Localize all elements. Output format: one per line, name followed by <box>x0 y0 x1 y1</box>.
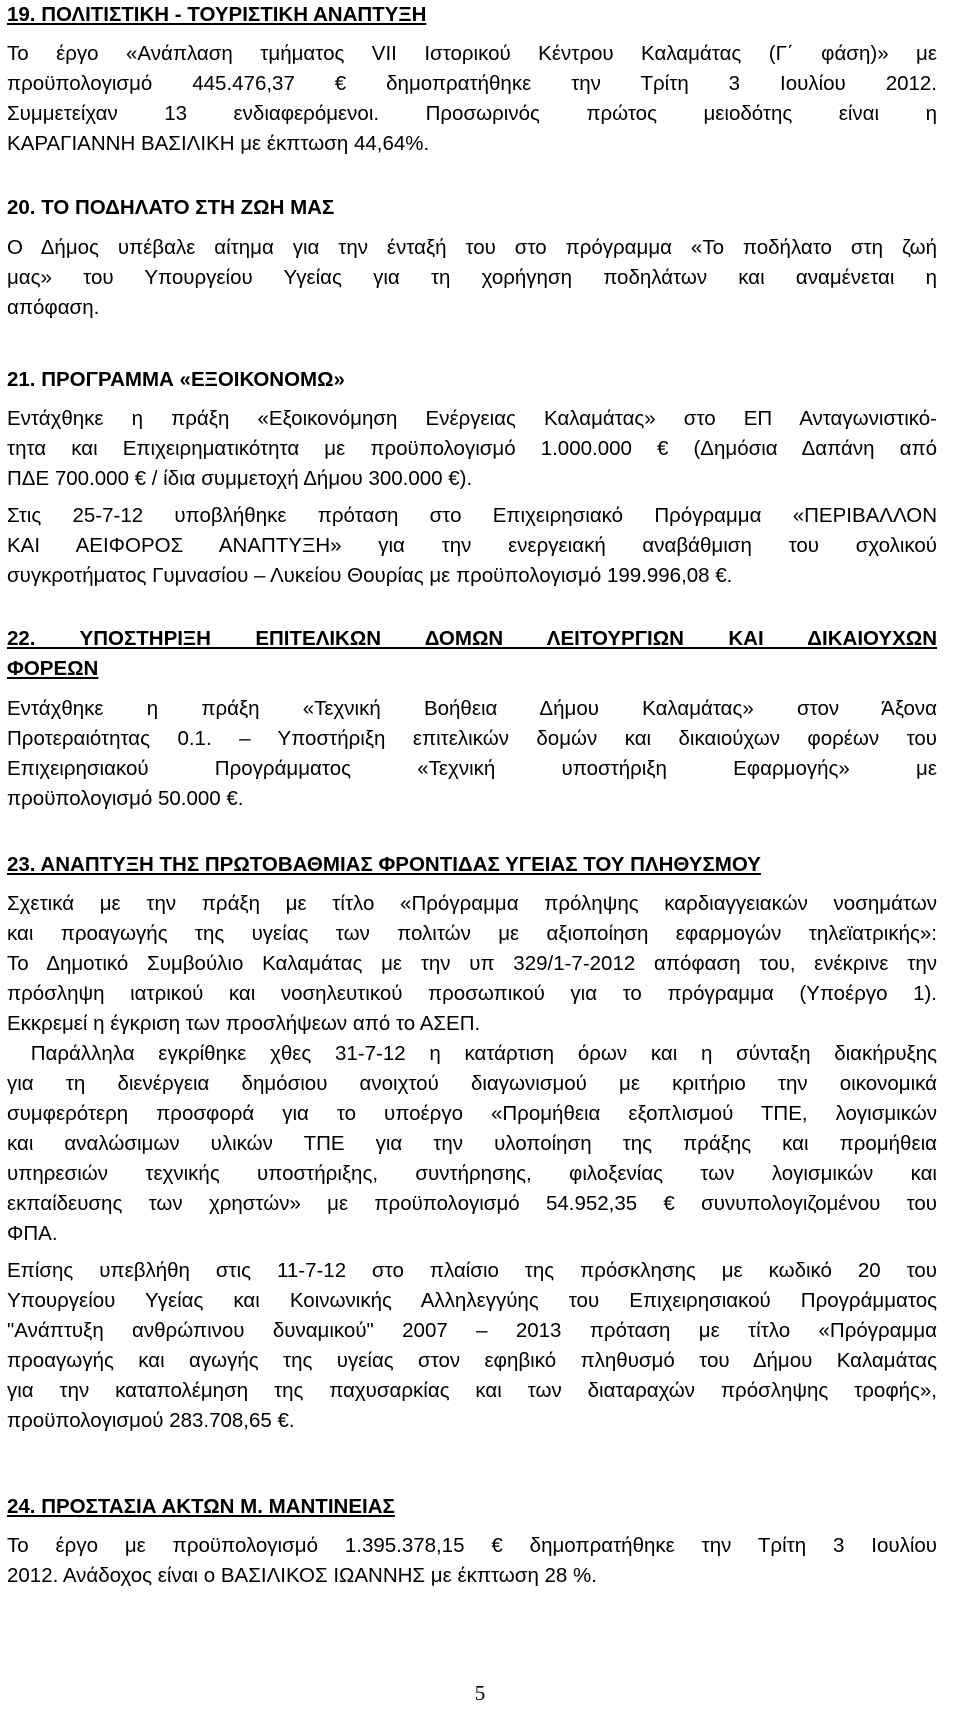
section-23-line-8: συμφερότερη προσφορά για το υποέργο «Προμήθεια εξοπλισμού ΤΠΕ, λογισμικών <box>7 1102 937 1125</box>
section-23-line-2: και προαγωγής της υγείας των πολιτών με αξιοποίηση εφαρμογών τηλεϊατρικής»: <box>7 922 937 945</box>
section-22-line-4: προϋπολογισμό 50.000 €. <box>7 787 244 810</box>
section-23-line-12: ΦΠΑ. <box>7 1222 58 1245</box>
section-19-line-3: Συμμετείχαν 13 ενδιαφερόμενοι. Προσωρινός πρώτος μειοδότης είναι η <box>7 102 937 125</box>
section-23-line-6: Παράλληλα εγκρίθηκε χθες 31-7-12 η κατάρτιση όρων και η σύνταξη διακήρυξης <box>7 1042 937 1065</box>
section-22-line-3: Επιχειρησιακού Προγράμματος «Τεχνική υποστήριξη Εφαρμογής» με <box>7 757 937 780</box>
section-23-line-14: Υπουργείου Υγείας και Κοινωνικής Αλληλεγγύης του Επιχειρησιακού Προγράμματος <box>7 1289 937 1312</box>
section-23-line-10: υπηρεσιών τεχνικής υποστήριξης, συντήρησης, φιλοξενίας των λογισμικών και <box>7 1162 937 1185</box>
section-19-heading: 19. ΠΟΛΙΤΙΣΤΙΚΗ - ΤΟΥΡΙΣΤΙΚΗ ΑΝΑΠΤΥΞΗ <box>7 3 427 26</box>
section-20-line-2: μας» του Υπουργείου Υγείας για τη χορήγηση ποδηλάτων και αναμένεται η <box>7 266 937 289</box>
section-21-line-3: ΠΔΕ 700.000 € / ίδια συμμετοχή Δήμου 300.000 €). <box>7 467 473 490</box>
section-21-heading: 21. ΠΡΟΓΡΑΜΜΑ «ΕΞΟΙΚΟΝΟΜΩ» <box>7 368 345 391</box>
section-23-line-13: Επίσης υπεβλήθη στις 11-7-12 στο πλαίσιο της πρόσκλησης με κωδικό 20 του <box>7 1259 937 1282</box>
section-21-line-5: ΚΑΙ ΑΕΙΦΟΡΟΣ ΑΝΑΠΤΥΞΗ» για την ενεργειακή αναβάθμιση του σχολικού <box>7 534 937 557</box>
section-19-line-4: ΚΑΡΑΓΙΑΝΝΗ ΒΑΣΙΛΙΚΗ με έκπτωση 44,64%. <box>7 132 430 155</box>
section-23-line-11: εκπαίδευσης των χρηστών» με προϋπολογισμό 54.952,35 € συνυπολογιζομένου του <box>7 1192 937 1215</box>
section-23-line-18: προϋπολογισμού 283.708,65 €. <box>7 1409 295 1432</box>
section-21-line-2: τητα και Επιχειρηματικότητα με προϋπολογισμό 1.000.000 € (Δημόσια Δαπάνη από <box>7 437 937 460</box>
section-23-line-16: προαγωγής και αγωγής της υγείας στον εφηβικό πληθυσμό του Δήμου Καλαμάτας <box>7 1349 937 1372</box>
section-22-heading-1: 22. ΥΠΟΣΤΗΡΙΞΗ ΕΠΙΤΕΛΙΚΩΝ ΔΟΜΩΝ ΛΕΙΤΟΥΡΓΙΩΝ ΚΑΙ ΔΙΚΑΙΟΥΧΩΝ <box>7 627 937 650</box>
section-20-line-1: Ο Δήμος υπέβαλε αίτημα για την ένταξή του στο πρόγραμμα «Το ποδήλατο στη ζωή <box>7 236 937 259</box>
section-23-line-9: και αναλώσιμων υλικών ΤΠΕ για την υλοποίηση της πράξης και προμήθεια <box>7 1132 937 1155</box>
section-22-line-1: Εντάχθηκε η πράξη «Τεχνική Βοήθεια Δήμου Καλαμάτας» στον Άξονα <box>7 697 937 720</box>
section-19-line-2: προϋπολογισμό 445.476,37 € δημοπρατήθηκε την Τρίτη 3 Ιουλίου 2012. <box>7 72 937 95</box>
section-21-line-6: συγκροτήματος Γυμνασίου – Λυκείου Θουρίας με προϋπολογισμό 199.996,08 €. <box>7 564 733 587</box>
section-24-line-1: Το έργο με προϋπολογισμό 1.395.378,15 € δημοπρατήθηκε την Τρίτη 3 Ιουλίου <box>7 1534 937 1557</box>
section-23-line-15: "Ανάπτυξη ανθρώπινου δυναμικού" 2007 – 2013 πρόταση με τίτλο «Πρόγραμμα <box>7 1319 937 1342</box>
page-number: 5 <box>474 1681 486 1705</box>
section-20-line-3: απόφαση. <box>7 296 100 319</box>
section-23-line-1: Σχετικά με την πράξη με τίτλο «Πρόγραμμα πρόληψης καρδιαγγειακών νοσημάτων <box>7 892 937 915</box>
section-23-heading: 23. ΑΝΑΠΤΥΞΗ ΤΗΣ ΠΡΩΤΟΒΑΘΜΙΑΣ ΦΡΟΝΤΙΔΑΣ ΥΓΕΙΑΣ ΤΟΥ ΠΛΗΘΥΣΜΟΥ <box>7 853 761 876</box>
section-23-line-4: πρόσληψη ιατρικού και νοσηλευτικού προσωπικού για το πρόγραμμα (Υποέργο 1). <box>7 982 937 1005</box>
section-24-line-2: 2012. Ανάδοχος είναι ο ΒΑΣΙΛΙΚΟΣ ΙΩΑΝΝΗΣ με έκπτωση 28 %. <box>7 1564 597 1587</box>
section-24-heading: 24. ΠΡΟΣΤΑΣΙΑ ΑΚΤΩΝ Μ. ΜΑΝΤΙΝΕΙΑΣ <box>7 1495 395 1518</box>
section-23-line-5: Εκκρεμεί η έγκριση των προσλήψεων από το ΑΣΕΠ. <box>7 1012 481 1035</box>
section-22-heading-2: ΦΟΡΕΩΝ <box>7 657 99 680</box>
section-19-line-1: Το έργο «Ανάπλαση τμήματος VII Ιστορικού Κέντρου Καλαμάτας (Γ΄ φάση)» με <box>7 42 937 65</box>
section-20-heading: 20. ΤΟ ΠΟΔΗΛΑΤΟ ΣΤΗ ΖΩΗ ΜΑΣ <box>7 196 335 219</box>
section-23-line-7: για τη διενέργεια δημόσιου ανοιχτού διαγωνισμού με κριτήριο την οικονομικά <box>7 1072 937 1095</box>
section-23-line-17: για την καταπολέμηση της παχυσαρκίας και των διαταραχών πρόσληψης τροφής», <box>7 1379 937 1402</box>
section-21-line-1: Εντάχθηκε η πράξη «Εξοικονόμηση Ενέργειας Καλαμάτας» στο ΕΠ Ανταγωνιστικό- <box>7 407 937 430</box>
section-23-line-3: Το Δημοτικό Συμβούλιο Καλαμάτας με την υπ 329/1-7-2012 απόφαση του, ενέκρινε την <box>7 952 937 975</box>
section-21-line-4: Στις 25-7-12 υποβλήθηκε πρόταση στο Επιχειρησιακό Πρόγραμμα «ΠΕΡΙΒΑΛΛΟΝ <box>7 504 937 527</box>
section-22-line-2: Προτεραιότητας 0.1. – Υποστήριξη επιτελικών δομών και δικαιούχων φορέων του <box>7 727 937 750</box>
